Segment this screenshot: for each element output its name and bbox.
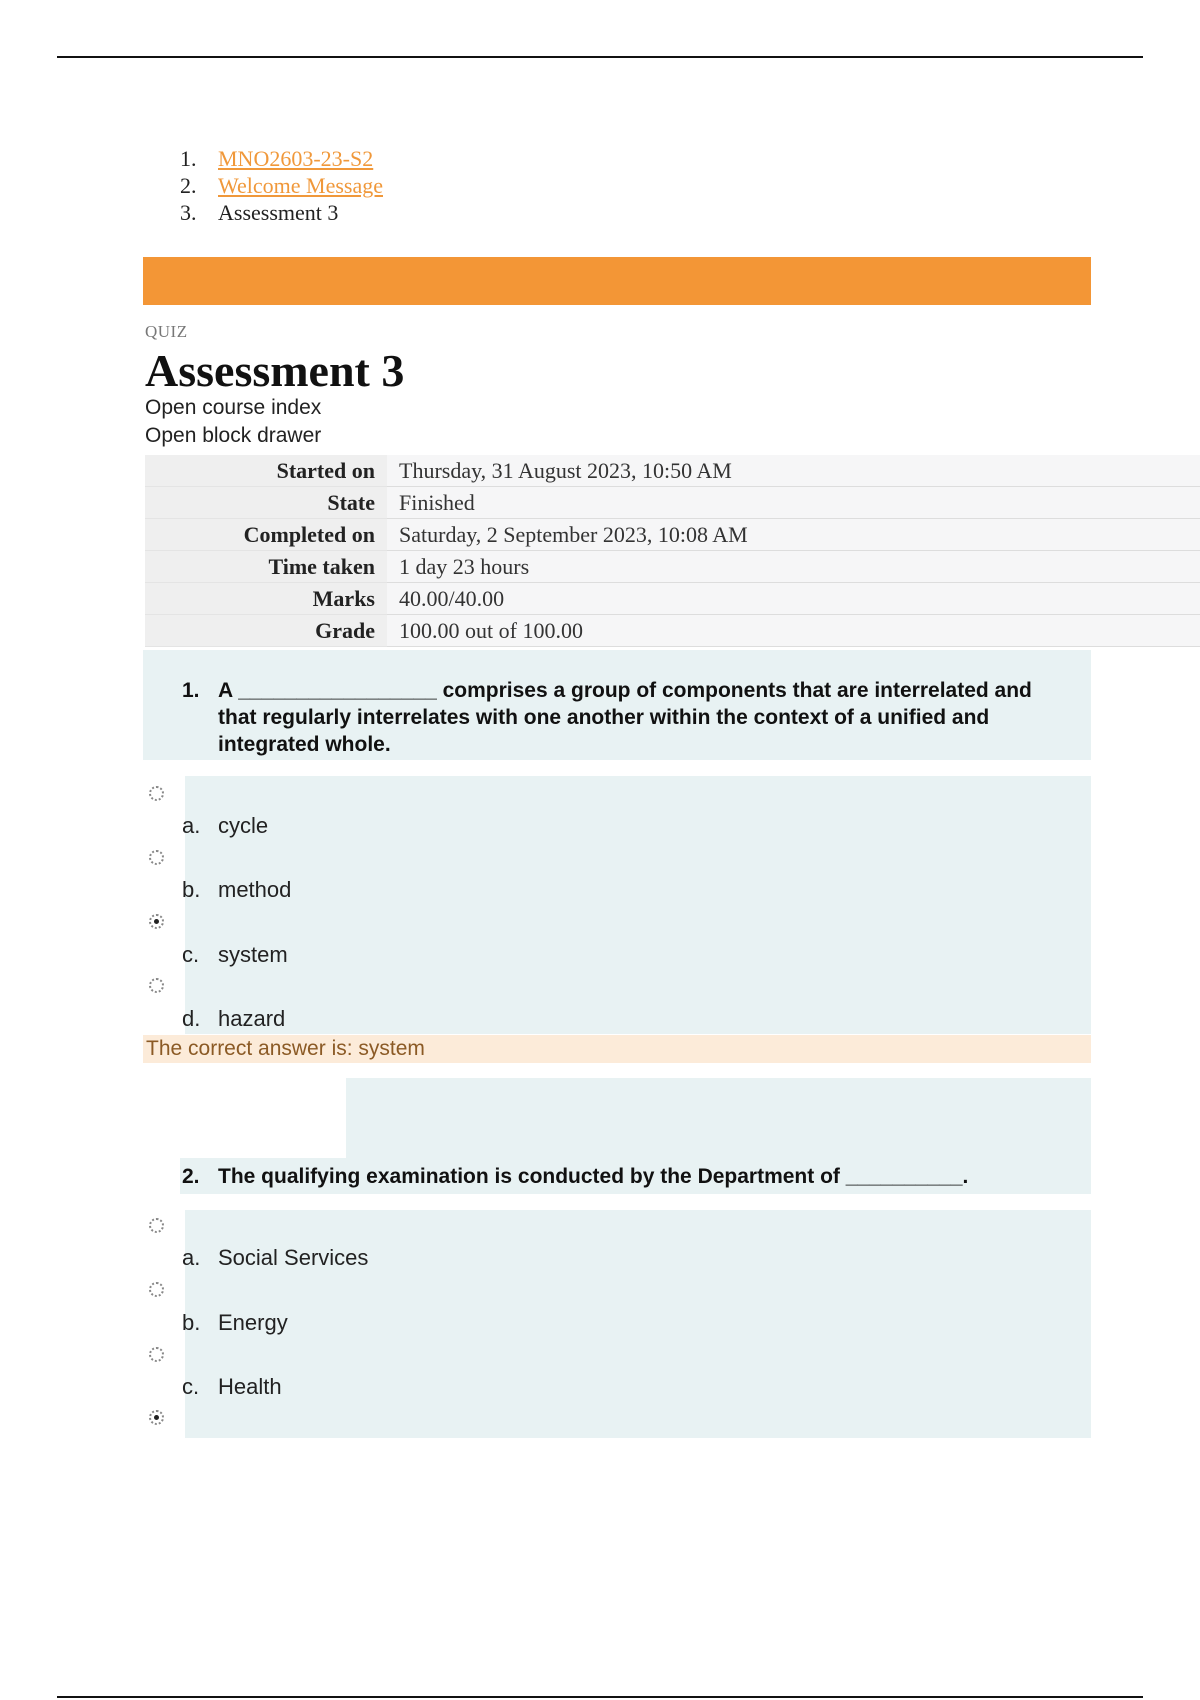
question-prompt: The qualifying examination is conducted by the Department of __________. [218,1165,969,1188]
question-2-text [182,1163,1078,1190]
answer-option[interactable] [182,813,268,839]
question-number: 2. [182,1165,200,1188]
answer-radio[interactable] [149,850,164,865]
answer-option[interactable] [182,942,288,968]
answer-radio[interactable] [149,1218,164,1233]
answer-option[interactable] [182,1245,368,1271]
summary-label: Started on [145,455,387,487]
summary-label: Time taken [145,551,387,583]
answer-radio-selected[interactable] [149,914,164,929]
breadcrumb [180,145,383,226]
breadcrumb-item [180,199,383,226]
answer-radio[interactable] [149,1347,164,1362]
question-number: 1. [182,679,200,702]
breadcrumb-num: 2. [180,173,197,198]
answer-label: method [218,877,292,902]
summary-label: State [145,487,387,519]
summary-label: Grade [145,615,387,647]
answer-radio-selected[interactable] [149,1410,164,1425]
summary-label: Completed on [145,519,387,551]
answer-letter: b. [182,877,201,902]
breadcrumb-current: Assessment 3 [218,200,339,225]
breadcrumb-link-course[interactable]: MNO2603-23-S2 [218,146,374,171]
breadcrumb-item [180,145,383,172]
breadcrumb-item [180,172,383,199]
answer-letter: b. [182,1310,201,1335]
summary-value: 100.00 out of 100.00 [387,615,1200,647]
summary-value: 40.00/40.00 [387,583,1200,615]
summary-row [145,551,1200,583]
summary-value: Saturday, 2 September 2023, 10:08 AM [387,519,1200,551]
breadcrumb-num: 1. [180,146,197,171]
answer-label: cycle [218,813,269,838]
answer-option[interactable] [182,1374,282,1400]
question-1-answers [185,776,1091,1034]
summary-row [145,487,1200,519]
answer-label: Energy [218,1310,288,1335]
page-title: Assessment 3 [145,345,405,396]
summary-row [145,519,1200,551]
question-2-info-box [346,1078,1091,1158]
answer-letter: c. [182,942,200,967]
answer-option[interactable] [182,877,291,903]
question-prompt: A _________________ comprises a group of components that are interrelated and that regularly interrelates with one another within the context of a unified and integrated whole. [218,679,1032,756]
answer-label: system [218,942,288,967]
summary-value: Finished [387,487,1200,519]
bottom-rule [57,1696,1143,1698]
summary-value: Thursday, 31 August 2023, 10:50 AM [387,455,1200,487]
question-1-text [182,677,1068,758]
summary-value: 1 day 23 hours [387,551,1200,583]
attempt-summary-table [145,455,1200,647]
correct-answer-feedback: The correct answer is: system [143,1035,1091,1063]
answer-radio[interactable] [149,786,164,801]
summary-label: Marks [145,583,387,615]
answer-letter: a. [182,813,201,838]
answer-letter: c. [182,1374,200,1399]
answer-letter: d. [182,1006,201,1031]
answer-label: hazard [218,1006,286,1031]
answer-radio[interactable] [149,978,164,993]
open-course-index-button[interactable]: Open course index [145,396,322,419]
summary-row [145,455,1200,487]
open-block-drawer-button[interactable]: Open block drawer [145,424,322,447]
answer-option[interactable] [182,1006,285,1032]
course-banner [143,257,1091,305]
answer-letter: a. [182,1245,201,1270]
answer-label: Social Services [218,1245,369,1270]
summary-row [145,615,1200,647]
top-rule [57,56,1143,58]
answer-option[interactable] [182,1310,288,1336]
answer-radio[interactable] [149,1282,164,1297]
activity-type-label: QUIZ [145,322,188,341]
answer-label: Health [218,1374,282,1399]
summary-row [145,583,1200,615]
breadcrumb-num: 3. [180,200,197,225]
breadcrumb-link-welcome[interactable]: Welcome Message [218,173,383,198]
